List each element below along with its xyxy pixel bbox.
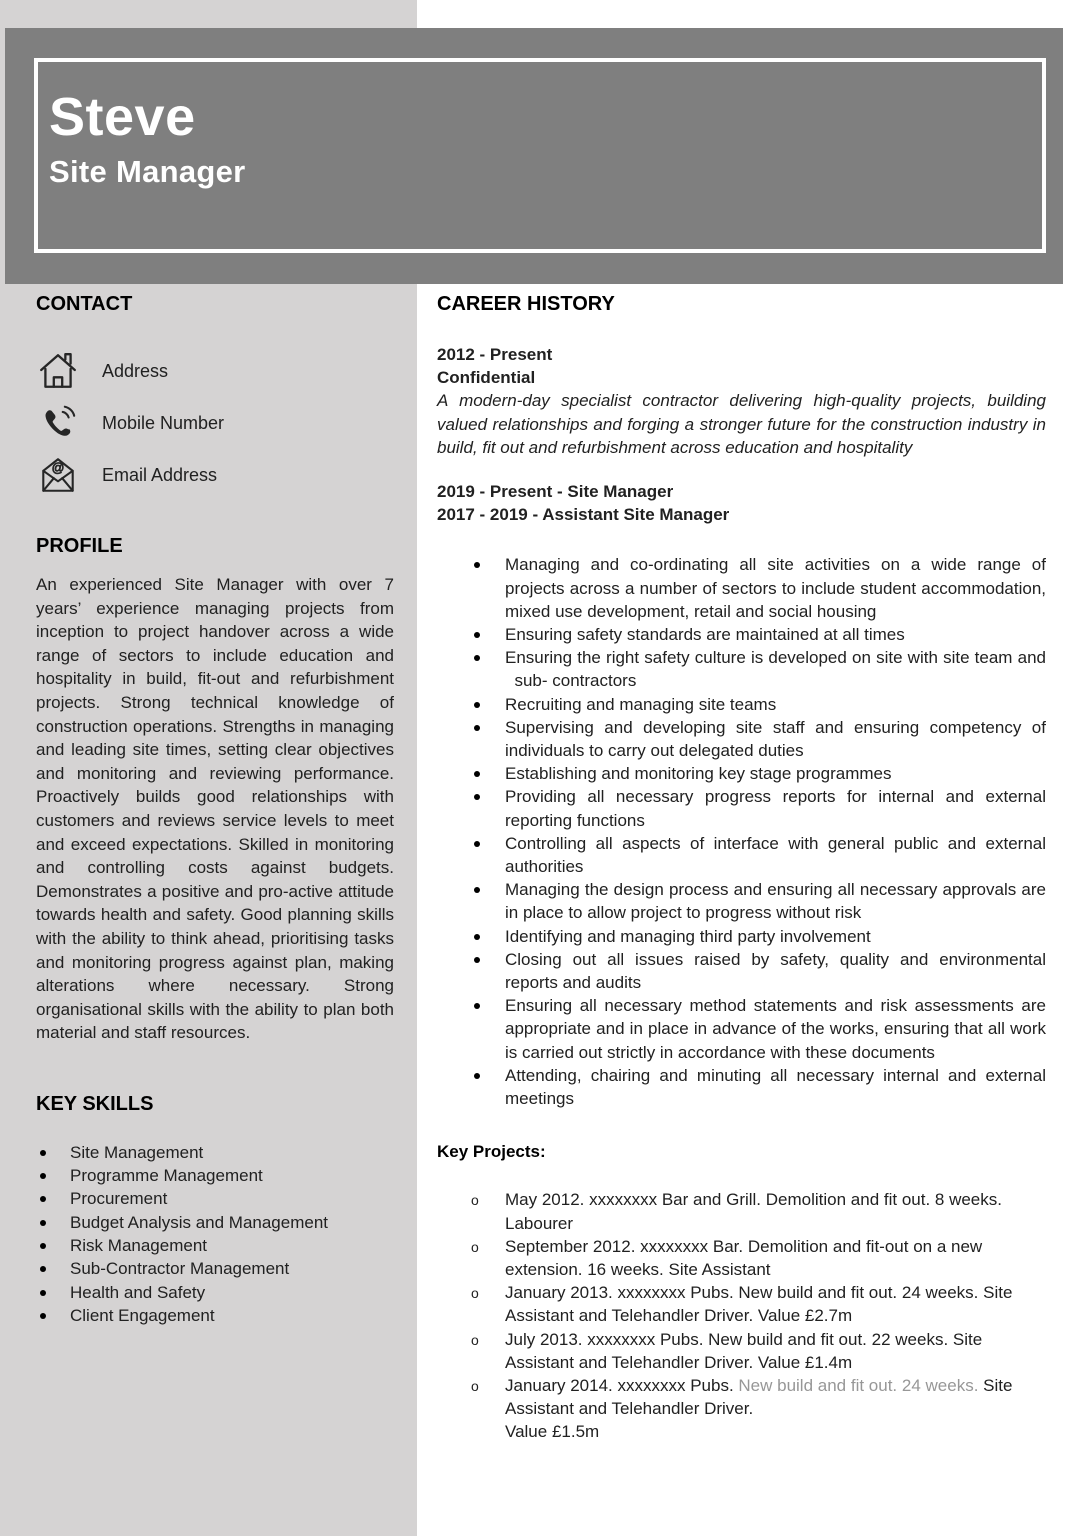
key-project-item — [505, 1281, 1046, 1327]
company-name: Confidential — [437, 368, 536, 388]
section-key-skills — [36, 1093, 394, 1327]
key-projects-list — [505, 1188, 1046, 1443]
skill-item: Risk Management — [70, 1234, 394, 1257]
key-project-item — [505, 1374, 1046, 1444]
text-segment: Site Assistant and Telehandler Driver. — [505, 1375, 1013, 1419]
svg-text:@: @ — [51, 460, 65, 475]
key-project-item — [505, 1188, 1046, 1234]
role-line: 2017 - 2019 - Assistant Site Manager — [437, 505, 730, 525]
roles-list — [437, 480, 1046, 526]
career-bullets-list — [505, 553, 1046, 1110]
career-bullet: Controlling all aspects of interface with general public and external authorities — [505, 832, 1046, 878]
role-line: 2019 - Present - Site Manager — [437, 482, 674, 502]
contact-item-mobile — [36, 397, 394, 449]
skill-item: Site Management — [70, 1141, 394, 1164]
phone-icon — [36, 401, 80, 445]
home-icon — [36, 349, 80, 393]
career-bullet: Ensuring the right safety culture is developed on site with site team and sub- contractors — [505, 646, 1046, 692]
career-history-title: CAREER HISTORY — [437, 293, 615, 315]
contact-item-label: Address — [102, 360, 169, 381]
text-segment: September 2012. xxxxxxxx Bar. Demolition and fit-out on a new extension. 16 weeks. Site Assistant — [505, 1236, 983, 1279]
career-bullet: Providing all necessary progress reports for internal and external reporting functions — [505, 785, 1046, 831]
skill-item: Budget Analysis and Management — [70, 1211, 394, 1234]
text-segment: January 2014. xxxxxxxx Pubs. — [505, 1375, 739, 1395]
key-skills-list — [70, 1141, 394, 1327]
career-bullet: Closing out all issues raised by safety, quality and environmental reports and audits — [505, 948, 1046, 994]
contact-item-email — [36, 449, 394, 501]
contact-item-label: Mobile Number — [102, 412, 225, 433]
muted-text-segment: New build and fit out. 24 weeks. — [738, 1375, 984, 1395]
email-icon — [36, 453, 80, 497]
career-history-section — [437, 293, 1046, 1444]
career-bullet: Managing the design process and ensuring all necessary approvals are in place to allow project to progress without risk — [505, 878, 1046, 924]
header-text — [49, 88, 246, 190]
text-segment: Value £1.5m — [505, 1422, 600, 1442]
contact-item-label: Email Address — [102, 464, 218, 485]
profile-text: An experienced Site Manager with over 7 years’ experience managing projects from inception to project handover across a wide range of sectors to include education and hospitality in build, fit-out and refurbishment projects. Strong technical knowledge of construction operations. Strengths in managing and leading site times, setting clear objectives and monitoring and reviewing performance. Proactively builds good relationships with customers and reviews service levels to meet and exceed expectations. Skilled in monitoring and controlling costs against budgets. Demonstrates a positive and pro-active attitude towards health and safety. Good planning skills with the ability to think ahead, prioritising tasks and monitoring progress against plan, making alterations where necessary. Strong organisational skills with the ability to plan both material and staff resources. — [36, 575, 394, 1043]
text-segment: January 2013. xxxxxxxx Pubs. New build and fit out. 24 weeks. Site Assistant and Telehandler Driver. Value £2.7m — [505, 1283, 1013, 1326]
career-bullet: Ensuring safety standards are maintained at all times — [505, 623, 1046, 646]
key-project-item — [505, 1235, 1046, 1281]
career-bullet: Identifying and managing third party involvement — [505, 925, 1046, 948]
career-entry — [437, 343, 1046, 459]
person-role: Site Manager — [49, 154, 246, 190]
skill-item: Sub-Contractor Management — [70, 1257, 394, 1280]
career-bullet: Managing and co-ordinating all site activities on a wide range of projects across a number of sectors to include student accommodation, mixed use development, retail and social housing — [505, 553, 1046, 623]
skill-item: Procurement — [70, 1187, 394, 1210]
contact-title: CONTACT — [36, 293, 133, 315]
career-bullet: Supervising and developing site staff and ensuring competency of individuals to carry out delegated duties — [505, 716, 1046, 762]
career-bullet: Attending, chairing and minuting all necessary internal and external meetings — [505, 1064, 1046, 1110]
header-banner — [5, 28, 1063, 284]
sidebar — [36, 293, 394, 1327]
skill-item: Client Engagement — [70, 1304, 394, 1327]
key-skills-title: KEY SKILLS — [36, 1092, 154, 1115]
key-projects-title: Key Projects: — [437, 1142, 546, 1162]
skill-item: Health and Safety — [70, 1281, 394, 1304]
company-description: A modern-day specialist contractor delivering high-quality projects, building valued relationships and forging a stronger future for the construction industry in build, fit out and refurbishment across education and hospitality — [437, 391, 1046, 457]
contact-item-address — [36, 345, 394, 397]
text-segment: May 2012. xxxxxxxx Bar and Grill. Demolition and fit out. 8 weeks. Labourer — [505, 1190, 1002, 1233]
career-bullet: Recruiting and managing site teams — [505, 693, 1046, 716]
career-bullet: Establishing and monitoring key stage programmes — [505, 762, 1046, 785]
person-name: Steve — [49, 87, 196, 147]
skill-item: Programme Management — [70, 1164, 394, 1187]
text-segment: July 2013. xxxxxxxx Pubs. New build and fit out. 22 weeks. Site Assistant and Telehandler Driver. Value £1.4m — [505, 1329, 983, 1372]
section-profile — [36, 535, 394, 1045]
career-period: 2012 - Present — [437, 345, 553, 364]
contact-list — [36, 345, 394, 501]
profile-title: PROFILE — [36, 535, 123, 557]
section-contact — [36, 293, 394, 501]
key-project-item — [505, 1328, 1046, 1374]
career-bullet: Ensuring all necessary method statements and risk assessments are appropriate and in place in advance of the works, ensuring that all work is carried out strictly in accordance with these documents — [505, 994, 1046, 1064]
